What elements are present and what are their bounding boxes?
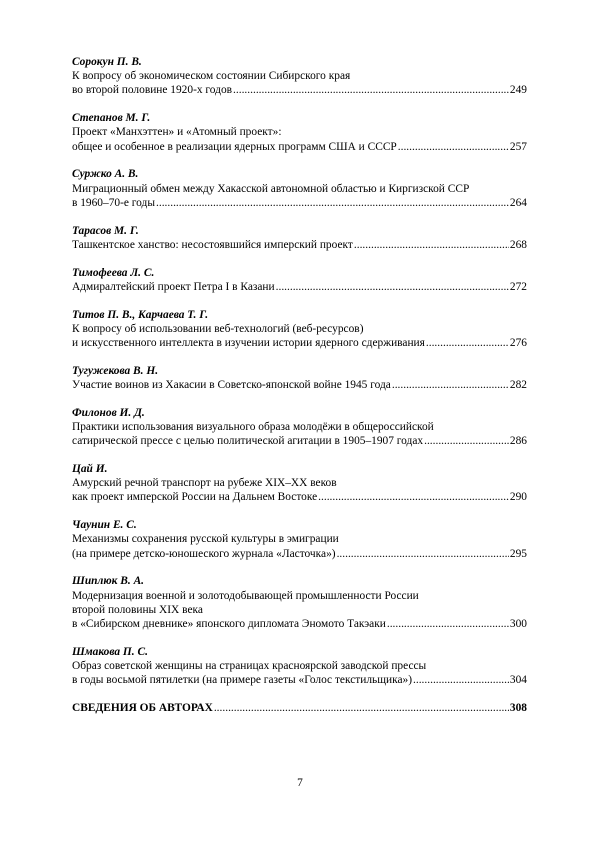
dot-leader	[426, 336, 509, 350]
toc-entry-author: Тимофеева Л. С.	[72, 266, 155, 279]
table-of-contents	[72, 55, 527, 729]
toc-entry-leader-line	[72, 238, 527, 252]
toc-entry-title-line: в «Сибирском дневнике» японского дипломата Эномото Такэаки	[72, 618, 386, 631]
toc-entry-title-line: общее и особенное в реализации ядерных программ США и СССР	[72, 140, 397, 153]
toc-entry-author: Чаунин Е. С.	[72, 519, 137, 532]
toc-entry-page: 264	[509, 196, 527, 209]
toc-entry-leader-line	[72, 673, 527, 687]
toc-entry-page: 282	[509, 379, 527, 392]
toc-entry	[72, 574, 527, 631]
toc-entry-author: Титов П. В., Карчаева Т. Г.	[72, 308, 209, 321]
toc-entry-title-line: Миграционный обмен между Хакасской автономной областью и Киргизской ССР	[72, 182, 470, 195]
dot-leader	[354, 238, 509, 252]
toc-entry-title-line: К вопросу об использовании веб-технологий (веб-ресурсов)	[72, 322, 364, 335]
toc-entry-leader-line	[72, 378, 527, 392]
toc-entry-leader-line	[72, 196, 527, 210]
toc-entry	[72, 55, 527, 98]
toc-entry	[72, 518, 527, 561]
toc-entry	[72, 111, 527, 154]
toc-entry-author: Сорокун П. В.	[72, 56, 142, 68]
toc-entry-title-line: Механизмы сохранения русской культуры в эмиграции	[72, 533, 339, 546]
toc-entry-author: Тугужекова В. Н.	[72, 364, 159, 377]
toc-entry-leader-line	[72, 701, 527, 715]
toc-entry	[72, 167, 527, 210]
toc-entry-page: 300	[509, 618, 527, 631]
toc-entry-title-line: второй половины XIX века	[72, 603, 203, 616]
toc-entry-author: Степанов М. Г.	[72, 112, 151, 125]
toc-entry-page: 304	[509, 674, 527, 687]
toc-entry-page: 272	[509, 280, 527, 293]
toc-entry-leader-line	[72, 434, 527, 448]
toc-entry-leader-line	[72, 336, 527, 350]
toc-entry-page: 268	[509, 238, 527, 251]
toc-entry-title-line: в годы восьмой пятилетки (на примере газеты «Голос текстильщика»)	[72, 674, 413, 687]
toc-entry-author: Шмакова П. С.	[72, 645, 148, 658]
toc-entry-title-line: Модернизация военной и золотодобывающей промышленности России	[72, 589, 419, 602]
dot-leader	[392, 378, 509, 392]
toc-entry-title-line: Проект «Манхэттен» и «Атомный проект»:	[72, 126, 282, 139]
toc-entry-title-line: как проект имперской России на Дальнем Востоке	[72, 491, 318, 504]
toc-entry-title-line: и искусственного интеллекта в изучении истории ядерного сдерживания	[72, 337, 425, 350]
toc-entry	[72, 224, 527, 252]
toc-entry-title-line: Ташкентское ханство: несостоявшийся имперский проект	[72, 238, 353, 251]
toc-final-section-page: 308	[509, 702, 527, 715]
toc-entry-leader-line	[72, 547, 527, 561]
toc-entry-page: 257	[509, 140, 527, 153]
dot-leader	[233, 83, 509, 97]
toc-entry	[72, 462, 527, 505]
toc-entry-title-line: в 1960–70-е годы	[72, 196, 155, 209]
dot-leader	[156, 196, 509, 210]
toc-entry-leader-line	[72, 83, 527, 97]
toc-entry-title-line: во второй половине 1920-х годов	[72, 84, 233, 97]
toc-entry-page: 276	[509, 337, 527, 350]
toc-entry-title-line: Участие воинов из Хакасии в Советско-японской войне 1945 года	[72, 379, 391, 392]
dot-leader	[413, 673, 509, 687]
page-number: 7	[297, 777, 303, 789]
toc-entry-author: Шиплюк В. А.	[72, 575, 145, 588]
toc-entry	[72, 266, 527, 294]
toc-entry	[72, 406, 527, 449]
dot-leader	[276, 280, 509, 294]
toc-entry	[72, 308, 527, 351]
toc-entry-page: 295	[509, 547, 527, 560]
toc-entry-author: Тарасов М. Г.	[72, 224, 139, 237]
dot-leader	[387, 617, 509, 631]
dot-leader	[337, 547, 509, 561]
toc-final-section-title: СВЕДЕНИЯ ОБ АВТОРАХ	[72, 702, 213, 715]
toc-entry-title-line: сатирической прессе с целью политической агитации в 1905–1907 годах	[72, 435, 424, 448]
toc-entry-leader-line	[72, 280, 527, 294]
toc-entry-title-line: Амурский речной транспорт на рубеже XIX–XX веков	[72, 477, 337, 490]
toc-entry-title-line: К вопросу об экономическом состоянии Сибирского края	[72, 70, 351, 83]
toc-entry	[72, 645, 527, 688]
dot-leader	[214, 701, 509, 715]
toc-entry-author: Цай И.	[72, 463, 108, 476]
toc-entry-leader-line	[72, 140, 527, 154]
toc-entry-leader-line	[72, 490, 527, 504]
toc-entry-page: 290	[509, 491, 527, 504]
toc-entry-author: Суржко А. В.	[72, 168, 139, 181]
toc-final-section	[72, 701, 527, 715]
toc-entry-page: 249	[509, 84, 527, 97]
toc-entry-leader-line	[72, 617, 527, 631]
toc-entry	[72, 364, 527, 392]
toc-entry-title-line: (на примере детско-юношеского журнала «Ласточка»)	[72, 547, 336, 560]
dot-leader	[424, 434, 509, 448]
toc-entry-title-line: Образ советской женщины на страницах красноярской заводской прессы	[72, 660, 427, 673]
toc-entry-title-line: Практики использования визуального образа молодёжи в общероссийской	[72, 421, 434, 434]
toc-entry-author: Филонов И. Д.	[72, 406, 145, 419]
toc-entry-title-line: Адмиралтейский проект Петра I в Казани	[72, 280, 275, 293]
dot-leader	[318, 490, 509, 504]
toc-entry-page: 286	[509, 435, 527, 448]
dot-leader	[398, 140, 509, 154]
